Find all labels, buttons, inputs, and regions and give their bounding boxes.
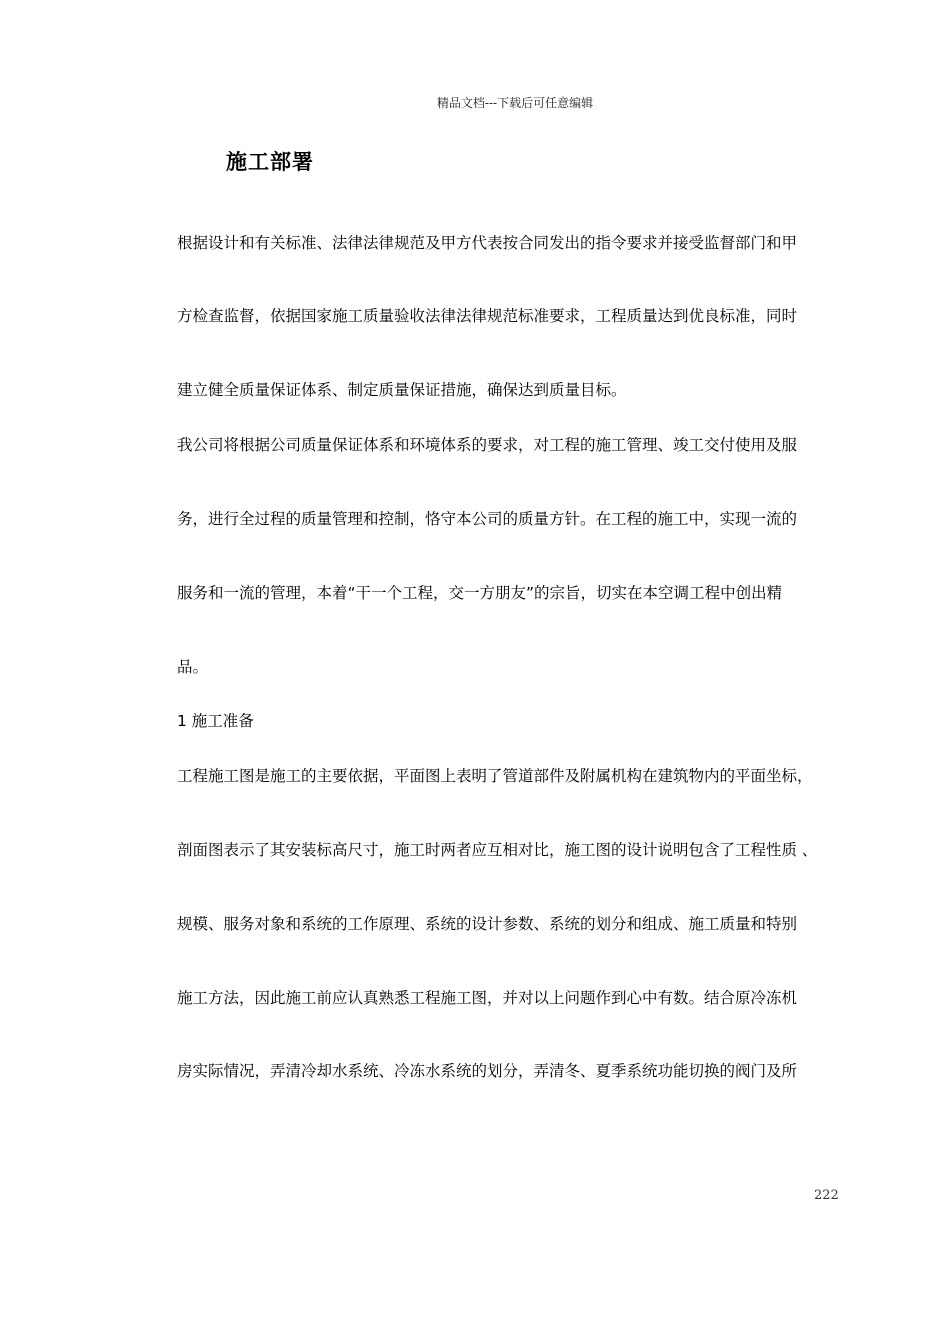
body-line-13: 房实际情况，弄清冷却水系统、冷冻水系统的划分，弄清冬、夏季系统功能切换的阀门及所 xyxy=(177,1062,798,1080)
body-line-4: 我公司将根据公司质量保证体系和环境体系的要求，对工程的施工管理、竣工交付使用及服 xyxy=(177,436,798,454)
body-line-6: 服务和一流的管理，本着“干一个工程，交一方朋友”的宗旨，切实在本空调工程中创出精 xyxy=(177,584,783,602)
body-line-11: 规模、服务对象和系统的工作原理、系统的设计参数、系统的划分和组成、施工质量和特别 xyxy=(177,915,798,933)
body-line-7: 品。 xyxy=(177,658,209,676)
body-line-12: 施工方法，因此施工前应认真熟悉工程施工图，并对以上问题作到心中有数。结合原冷冻机 xyxy=(177,989,798,1007)
body-line-10: 剖面图表示了其安装标高尺寸，施工时两者应互相对比，施工图的设计说明包含了工程性质 、 xyxy=(177,841,818,859)
body-line-9: 工程施工图是施工的主要依据，平面图上表明了管道部件及附属机构在建筑物内的平面坐标， xyxy=(177,767,813,785)
body-line-1: 根据设计和有关标准、法律法律规范及甲方代表按合同发出的指令要求并接受监督部门和甲 xyxy=(177,234,798,252)
page-number: 222 xyxy=(814,1188,839,1203)
body-line-2: 方检查监督，依据国家施工质量验收法律法律规范标准要求，工程质量达到优良标准，同时 xyxy=(177,307,798,325)
section-title: 施工部署 xyxy=(226,150,314,174)
body-line-3: 建立健全质量保证体系、制定质量保证措施，确保达到质量目标。 xyxy=(177,381,627,399)
body-line-5: 务，进行全过程的质量管理和控制，恪守本公司的质量方针。在工程的施工中，实现一流的 xyxy=(177,510,798,528)
page-header: 精品文档---下载后可任意编辑 xyxy=(436,96,594,110)
subsection-heading: 1 施工准备 xyxy=(177,712,254,730)
